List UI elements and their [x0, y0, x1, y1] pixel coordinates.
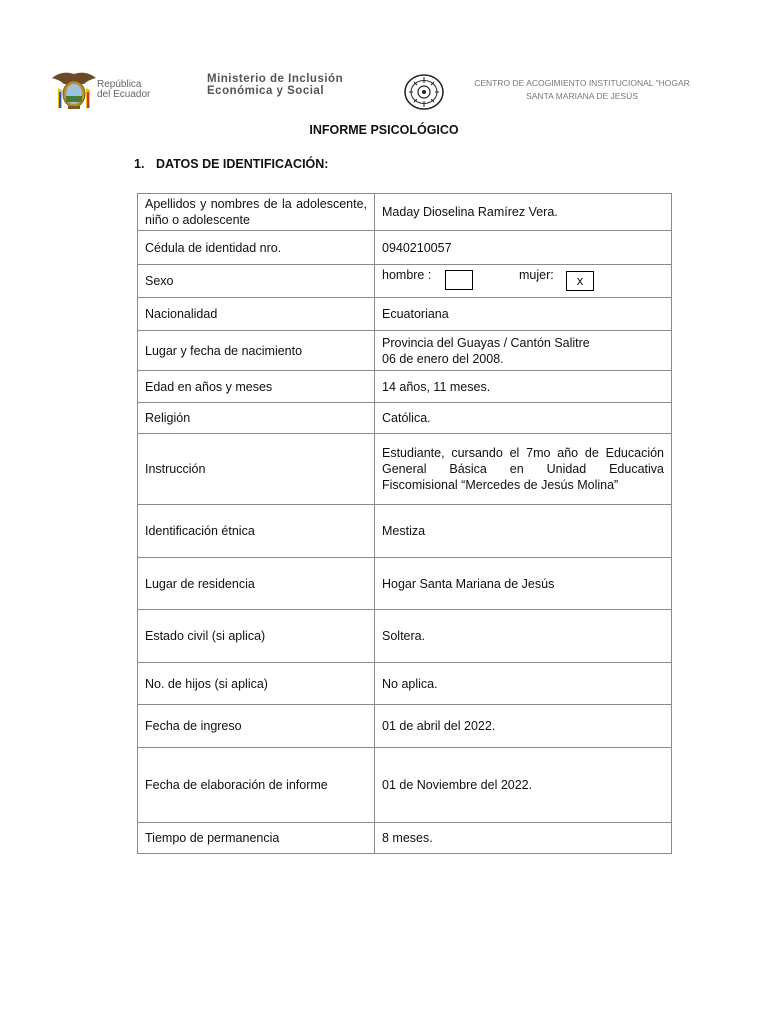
table-row — [138, 663, 672, 705]
sexo-value — [375, 265, 672, 298]
institution-name — [462, 77, 702, 103]
table-row — [138, 371, 672, 403]
row-label: Sexo — [138, 265, 375, 298]
birthplace-value: Provincia del Guayas / Cantón Salitre — [382, 335, 590, 350]
table-row — [138, 434, 672, 505]
ministry-line-2: Económica y Social — [207, 85, 325, 97]
row-value: 01 de abril del 2022. — [375, 705, 672, 748]
institution-line-1: CENTRO DE ACOGIMIENTO INSTITUCIONAL "HOGAR — [474, 78, 690, 88]
section-title: DATOS DE IDENTIFICACIÓN: — [156, 157, 329, 171]
row-value: 0940210057 — [375, 231, 672, 265]
row-label: Fecha de ingreso — [138, 705, 375, 748]
row-value: 8 meses. — [375, 823, 672, 854]
country-line-1: República — [97, 79, 142, 90]
row-value: Estudiante, cursando el 7mo año de Educación General Básica en Unidad Educativa Fiscomisional “Mercedes de Jesús Molina” — [375, 434, 672, 505]
table-row — [138, 748, 672, 823]
table-row — [138, 265, 672, 298]
document-title: INFORME PSICOLÓGICO — [309, 123, 459, 137]
ministry-line-1: Ministerio de Inclusión — [207, 73, 344, 85]
row-value: 01 de Noviembre del 2022. — [375, 748, 672, 823]
ecuador-coat-of-arms-icon — [50, 68, 98, 110]
row-value: No aplica. — [375, 663, 672, 705]
section-heading — [134, 157, 328, 171]
table-row — [138, 610, 672, 663]
mujer-checkbox[interactable]: x — [566, 271, 594, 291]
row-label: Fecha de elaboración de informe — [138, 748, 375, 823]
table-row — [138, 331, 672, 371]
row-label: Cédula de identidad nro. — [138, 231, 375, 265]
ministry-name — [207, 73, 343, 97]
row-value: Ecuatoriana — [375, 298, 672, 331]
row-label: Tiempo de permanencia — [138, 823, 375, 854]
institution-line-2: SANTA MARIANA DE JESÚS — [526, 91, 638, 101]
table-row — [138, 505, 672, 558]
row-label: Instrucción — [138, 434, 375, 505]
sexo-options — [382, 267, 664, 295]
row-label: Estado civil (si aplica) — [138, 610, 375, 663]
row-label: Nacionalidad — [138, 298, 375, 331]
row-value: 14 años, 11 meses. — [375, 371, 672, 403]
row-value: Maday Dioselina Ramírez Vera. — [375, 194, 672, 231]
row-value: Soltera. — [375, 610, 672, 663]
country-name — [97, 80, 150, 100]
row-label: No. de hijos (si aplica) — [138, 663, 375, 705]
table-row — [138, 298, 672, 331]
table-row — [138, 231, 672, 265]
birthdate-value: 06 de enero del 2008. — [382, 351, 504, 366]
hombre-label: hombre : — [382, 268, 432, 282]
institution-seal-icon — [403, 73, 445, 111]
row-value: Católica. — [375, 403, 672, 434]
country-line-2: del Ecuador — [97, 89, 151, 100]
identification-table — [137, 193, 672, 854]
row-label: Identificación étnica — [138, 505, 375, 558]
row-label: Lugar de residencia — [138, 558, 375, 610]
hombre-checkbox[interactable] — [445, 270, 473, 290]
row-label: Edad en años y meses — [138, 371, 375, 403]
table-row — [138, 194, 672, 231]
row-value: Mestiza — [375, 505, 672, 558]
row-label: Apellidos y nombres de la adolescente, niño o adolescente — [138, 194, 375, 231]
row-label: Lugar y fecha de nacimiento — [138, 331, 375, 371]
table-row — [138, 558, 672, 610]
table-row — [138, 403, 672, 434]
row-value: Hogar Santa Mariana de Jesús — [375, 558, 672, 610]
table-row — [138, 705, 672, 748]
document-header — [0, 0, 768, 115]
section-number: 1. — [134, 157, 145, 171]
row-label: Religión — [138, 403, 375, 434]
table-row — [138, 823, 672, 854]
mujer-label: mujer: — [519, 268, 554, 282]
row-value — [375, 331, 672, 371]
